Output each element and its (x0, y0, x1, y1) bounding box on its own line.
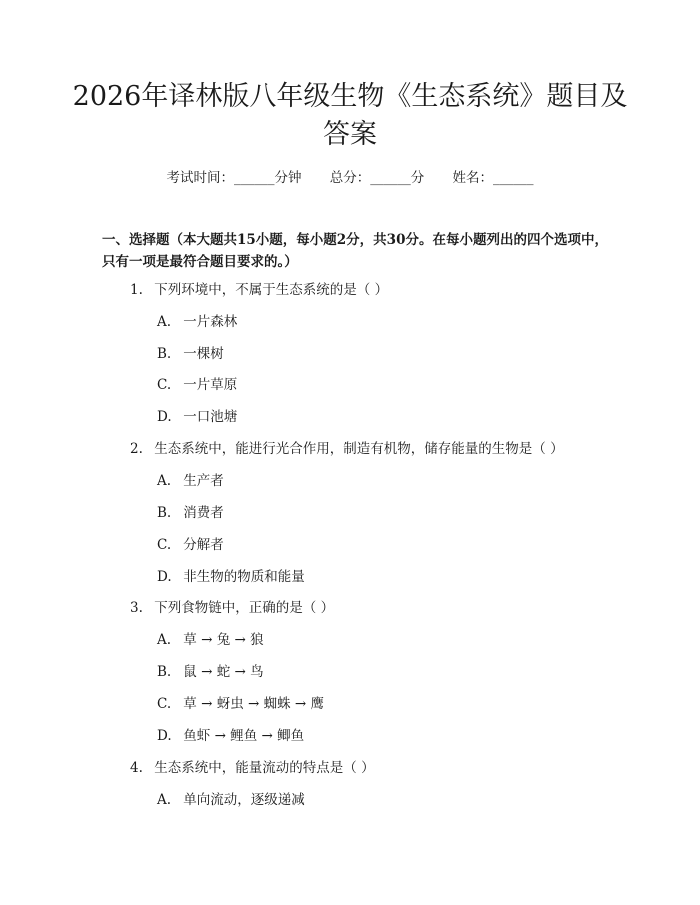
q1-option-a (157, 312, 237, 332)
q1-option-b (157, 344, 224, 364)
q3-option-b (157, 662, 264, 682)
question-text: 生态系统中，能进行光合作用，制造有机物，储存能量的生物是（ ） (154, 441, 564, 457)
option-text: 一棵树 (183, 346, 224, 362)
option-text: 鼠 → 蛇 → 鸟 (183, 664, 264, 680)
option-letter: D. (157, 728, 172, 744)
q1-option-c (157, 375, 237, 395)
question-2 (130, 439, 564, 459)
option-letter: C. (157, 377, 172, 393)
option-text: 生产者 (183, 473, 224, 489)
option-text: 一口池塘 (183, 409, 238, 425)
option-text: 草 → 兔 → 狼 (183, 632, 264, 648)
option-letter: A. (157, 314, 172, 330)
question-text: 下列食物链中，正确的是（ ） (154, 600, 335, 616)
option-text: 消费者 (183, 505, 224, 521)
option-letter: B. (157, 346, 172, 362)
total-score-field: 总分：______分 (329, 170, 425, 186)
q3-option-c (157, 694, 324, 714)
option-letter: C. (157, 537, 172, 553)
document-title: 2026年译林版八年级生物《生态系统》题目及答案 (72, 81, 628, 150)
question-4 (130, 758, 375, 778)
question-number: 2. (130, 441, 143, 457)
question-text: 生态系统中，能量流动的特点是（ ） (154, 760, 375, 776)
q1-option-d (157, 407, 237, 427)
q2-option-a (157, 471, 224, 491)
option-letter: B. (157, 664, 172, 680)
question-3 (130, 598, 334, 618)
option-text: 一片草原 (183, 377, 238, 393)
exam-meta-line (0, 168, 700, 188)
option-text: 分解者 (183, 537, 224, 553)
option-letter: D. (157, 409, 172, 425)
option-text: 非生物的物质和能量 (183, 569, 305, 585)
option-letter: C. (157, 696, 172, 712)
section-heading: 一、选择题（本大题共15小题，每小题2分，共30分。在每小题列出的四个选项中，只有一项是最符合题目要求的。） (102, 232, 608, 270)
option-text: 草 → 蚜虫 → 蜘蛛 → 鹰 (183, 696, 324, 712)
q2-option-b (157, 503, 224, 523)
question-text: 下列环境中，不属于生态系统的是（ ） (154, 282, 389, 298)
option-letter: B. (157, 505, 172, 521)
q3-option-d (157, 726, 304, 746)
q2-option-d (157, 567, 305, 587)
exam-time-field: 考试时间：______分钟 (166, 170, 302, 186)
q3-option-a (157, 630, 264, 650)
question-number: 3. (130, 600, 143, 616)
option-letter: D. (157, 569, 172, 585)
option-text: 一片森林 (183, 314, 238, 330)
student-name-field: 姓名：______ (452, 170, 534, 186)
question-number: 4. (130, 760, 143, 776)
option-letter: A. (157, 632, 172, 648)
option-text: 单向流动，逐级递减 (183, 792, 305, 808)
q2-option-c (157, 535, 224, 555)
question-1 (130, 280, 388, 300)
q4-option-a (157, 790, 305, 810)
option-text: 鱼虾 → 鲤鱼 → 鲫鱼 (183, 728, 305, 744)
option-letter: A. (157, 473, 172, 489)
option-letter: A. (157, 792, 172, 808)
question-number: 1. (130, 282, 143, 298)
